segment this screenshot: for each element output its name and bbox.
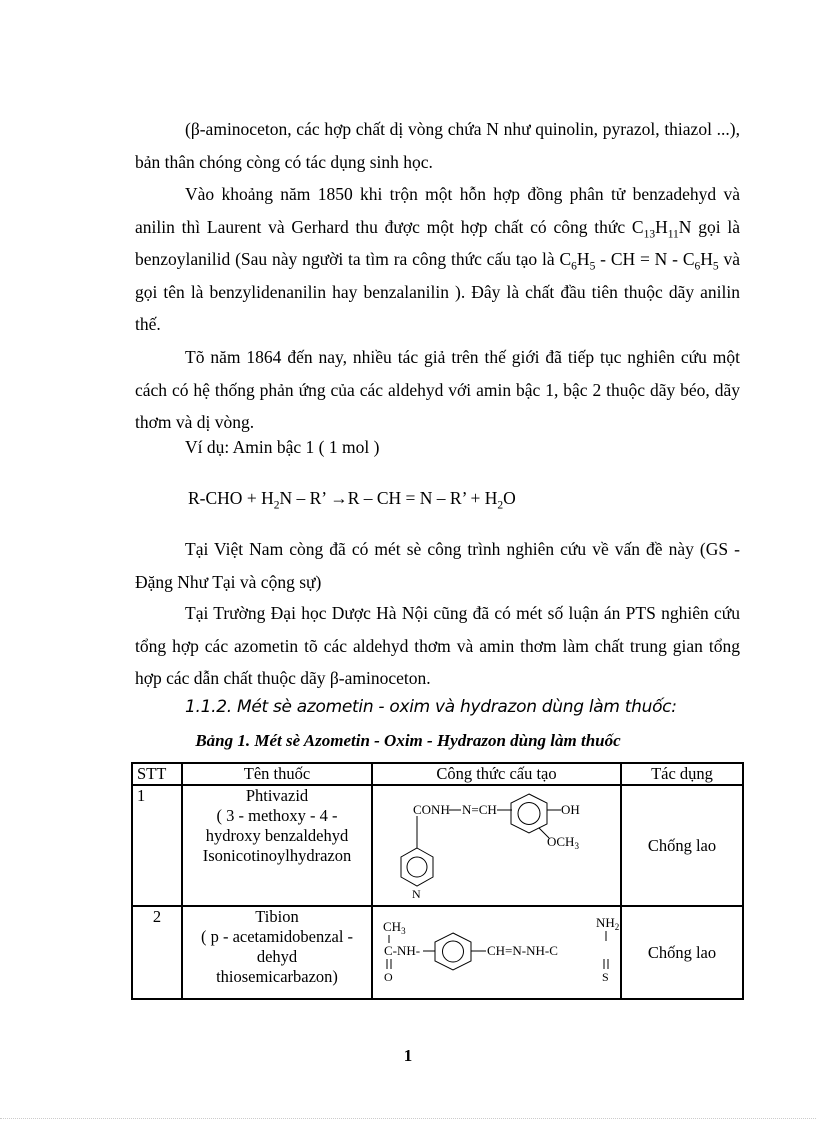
table-row [132,906,743,999]
page-number: 1 [403,1046,413,1065]
row2-structure [372,906,621,999]
svg-text:CH3: $CH_3$ [383,919,406,936]
svg-text:C-NH-: C-NH- [384,943,421,958]
svg-text:N=CH: N=CH [462,802,497,817]
example-line: Ví dụ: Amin bậc 1 ( 1 mol ) [185,437,380,457]
tibion-structure [373,907,620,993]
svg-text:CH=N-NH-C: CH=N-NH-C [487,943,558,958]
table-header-row [132,763,743,785]
svg-text:O: O [384,970,393,984]
header-use: Tác dụng [621,763,743,785]
svg-text:S: S [602,970,609,984]
header-structure: Công thức cấu tạo [372,763,621,785]
phtivazid-structure [373,786,620,900]
section-heading: 1.1.2. Mét sè azometin - oxim và hydrazon dùng làm thuốc: [185,697,677,717]
row2-name: Tibion ( p - acetamidobenzal - dehyd thiosemicarbazon) [182,906,372,999]
paragraph-3: Tõ năm 1864 đến nay, nhiều tác giả trên thế giới đã tiếp tục nghiên cứu một cách có hệ thống phản ứng của các aldehyd với amin bậc 1, bậc 2 thuộc dãy béo, dãy thơm và dị vòng. [135,347,740,432]
arrow-icon: → [330,488,348,508]
svg-text:OH: OH [561,802,580,817]
row1-structure [372,785,621,906]
row1-name: Phtivazid ( 3 - methoxy - 4 - hydroxy benzaldehyd Isonicotinoylhydrazon [182,785,372,906]
drug-table [131,762,744,1000]
svg-text:NH2: $NH_2$ [596,915,620,932]
row2-use: Chống lao [621,906,743,999]
svg-text:CONH: CONH [413,802,450,817]
header-stt: STT [132,763,182,785]
table-caption: Bảng 1. Mét sè Azometin - Oxim - Hydrazon dùng làm thuốc [195,731,621,750]
paragraph-2: Vào khoảng năm 1850 khi trộn một hỗn hợp đồng phân tử benzadehyd và anilin thì Laurent và Gerhard thu được một hợp chất có công thức $C_{13}H_{11}N$ gọi là benzoylanilid (Sau này người ta tìm ra công thức cấu tạo là $C_6H_5$ - CH = N - $C_6H_5$ và gọi tên là benzylidenanilin hay benzalanilin ). Đây là chất đầu tiên thuộc dãy anilin thế. [135,184,740,334]
footer-divider [0,1118,816,1119]
row1-use: Chống lao [621,785,743,906]
row2-stt: 2 [132,906,182,999]
paragraph-1: (β-aminoceton, các hợp chất dị vòng chứa N như quinolin, pyrazol, thiazol ...), bản thân chóng còng có tác dụng sinh học. [135,119,740,172]
reaction-equation: $R-CHO + H_2N - R$’ →R – CH = N – R’ + $H_2O$ [188,488,516,512]
table-row [132,785,743,906]
paragraph-5: Tại Trường Đại học Dược Hà Nội cũng đã có mét số luận án PTS nghiên cứu tổng hợp các azometin tõ các aldehyd thơm và amin thơm làm chất trung gian tổng hợp các dẫn chất thuộc dãy β-aminoceton. [135,603,740,688]
svg-text:N: N [412,887,421,900]
row1-stt: 1 [132,785,182,906]
svg-text:OCH3: $OCH_3$ [547,834,579,851]
paragraph-4: Tại Việt Nam còng đã có mét sè công trình nghiên cứu về vấn đề này (GS - Đặng Như Tại và cộng sự) [135,539,740,592]
header-name: Tên thuốc [182,763,372,785]
